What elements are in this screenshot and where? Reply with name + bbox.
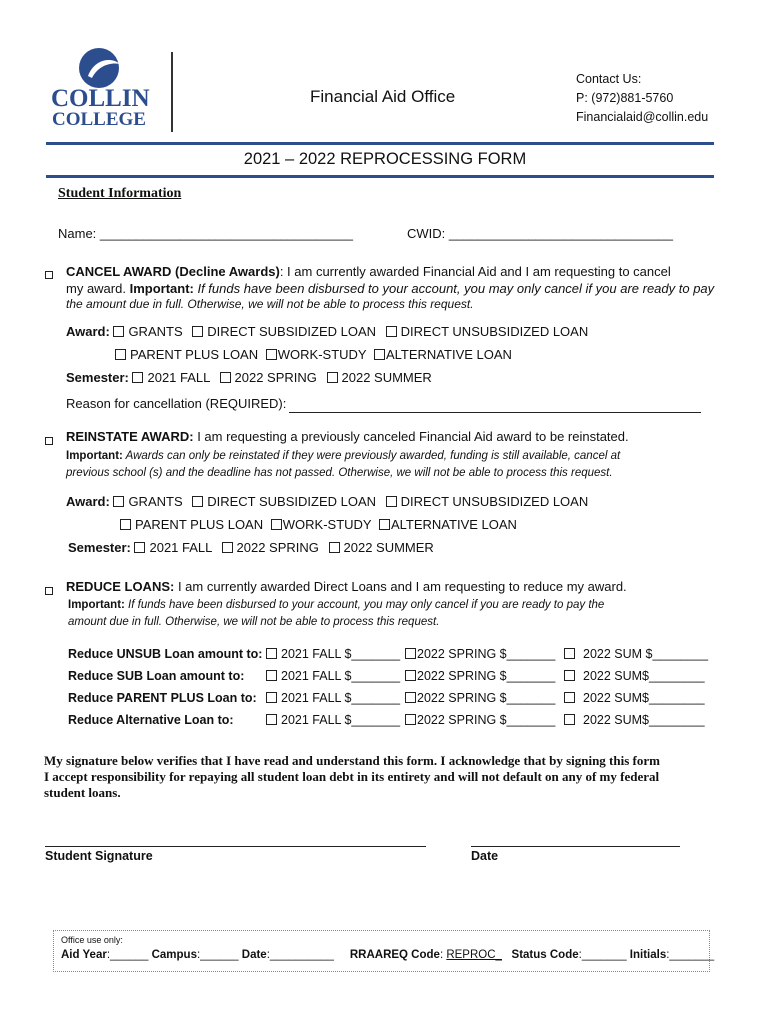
rraareq-label: RRAAREQ Code xyxy=(349,949,440,961)
office-use-row: Aid Year:______ Campus:______ Date:__________ RRAAREQ Code: REPROC_ Status Code:_______ Initials:_______ xyxy=(61,949,715,961)
reinstate-parent-label: PARENT PLUS LOAN xyxy=(135,517,264,532)
cancel-award-checkbox[interactable] xyxy=(45,268,53,282)
status-code-blank[interactable]: :_______ xyxy=(578,949,627,961)
cancel-award-text: : I am currently awarded Financial Aid and I am requesting to cancel xyxy=(279,264,671,279)
reduce-row-sum[interactable]: 2022 SUM$________ xyxy=(564,669,705,683)
form-title: 2021 – 2022 REPROCESSING FORM xyxy=(243,150,527,168)
reduce-loans-checkbox[interactable] xyxy=(45,584,53,598)
office-date-label: Date xyxy=(241,949,267,961)
date-line[interactable] xyxy=(471,846,680,847)
reinstate-award-checkbox[interactable] xyxy=(45,434,53,448)
reduce-row-sum[interactable]: 2022 SUM$________ xyxy=(564,713,705,727)
student-info-heading: Student Information xyxy=(58,186,182,201)
reinstate-line2 xyxy=(66,450,620,462)
reduce-line2-text: If funds have been disbursed to your account, you may only cancel if you are ready to pay the xyxy=(124,599,605,611)
rraareq-value: REPROC_ xyxy=(446,949,502,961)
reinstate-line2-text: Awards can only be reinstated if they were previously awarded, funding is still available, cancel at xyxy=(122,450,621,462)
cancel-award-title: CANCEL AWARD (Decline Awards) xyxy=(66,264,280,279)
reduce-row-label: Reduce UNSUB Loan amount to: xyxy=(68,647,263,661)
reduce-title: REDUCE LOANS: xyxy=(66,579,175,594)
cancel-award-line3: the amount due in full. Otherwise, we will not be able to process this request. xyxy=(66,297,474,311)
reinstate-semester-row xyxy=(68,540,434,555)
cancel-fall-label: 2021 FALL xyxy=(147,370,210,385)
reinstate-alt-checkbox[interactable] xyxy=(379,519,390,530)
reduce-row-spring[interactable]: 2022 SPRING $_______ xyxy=(405,669,555,683)
reinstate-alt-label: ALTERNATIVE LOAN xyxy=(390,517,517,532)
aid-year-label: Aid Year xyxy=(61,949,107,961)
aid-year-blank[interactable]: :______ xyxy=(106,949,149,961)
cancel-grants-checkbox[interactable] xyxy=(113,326,124,337)
name-label: Name: xyxy=(58,226,100,241)
cancel-award-row2 xyxy=(115,347,512,362)
reinstate-spring-label: 2022 SPRING xyxy=(236,540,319,555)
reduce-row-label: Reduce PARENT PLUS Loan to: xyxy=(68,691,257,705)
cancel-line2-italic: If funds have been disbursed to your account, you may only cancel if you are ready to pay xyxy=(193,281,715,296)
reduce-row-label: Reduce SUB Loan amount to: xyxy=(68,669,245,683)
college-logo xyxy=(48,46,153,128)
contact-email[interactable]: Financialaid@collin.edu xyxy=(576,110,709,124)
reinstate-summer-checkbox[interactable] xyxy=(329,542,340,553)
reinstate-summer-label: 2022 SUMMER xyxy=(343,540,434,555)
name-blank-tail: ___ xyxy=(331,226,353,241)
cancel-parent-checkbox[interactable] xyxy=(115,349,126,360)
reinstate-ws-label: WORK-STUDY xyxy=(282,517,372,532)
cancel-ws-checkbox[interactable] xyxy=(266,349,277,360)
name-field[interactable] xyxy=(58,226,353,241)
title-bar-bottom xyxy=(46,175,714,178)
reinstate-semester-label: Semester: xyxy=(68,540,135,555)
reduce-line2 xyxy=(68,599,604,611)
reinstate-line1 xyxy=(66,429,629,444)
agreement-line: I accept responsibility for repaying all student loan debt in its entirety and will not default on any of my federal xyxy=(44,769,660,784)
reinstate-award-row xyxy=(66,494,588,509)
reinstate-fall-checkbox[interactable] xyxy=(134,542,145,553)
name-blank[interactable]: ________________________________ xyxy=(99,226,332,241)
cancel-award-row xyxy=(66,324,588,339)
cancel-unsub-checkbox[interactable] xyxy=(386,326,397,337)
date-label: Date xyxy=(471,849,499,863)
cancel-sub-label: DIRECT SUBSIDIZED LOAN xyxy=(207,324,377,339)
cancel-ws-label: WORK-STUDY xyxy=(277,347,367,362)
title-bar-top xyxy=(46,142,714,145)
agreement-line: My signature below verifies that I have read and understand this form. I acknowledge that by signing this form xyxy=(44,753,660,768)
cancel-semester-label: Semester: xyxy=(66,370,133,385)
cancel-award-line1 xyxy=(66,264,671,279)
cwid-label: CWID: xyxy=(407,226,449,241)
cwid-blank[interactable]: _______________________________ xyxy=(448,226,674,241)
reduce-line3: amount due in full. Otherwise, we will not be able to process this request. xyxy=(68,616,440,628)
campus-blank[interactable]: :______ xyxy=(196,949,239,961)
reinstate-text: I am requesting a previously canceled Financial Aid award to be reinstated. xyxy=(193,429,629,444)
contact-phone: P: (972)881-5760 xyxy=(576,91,674,105)
status-code-label: Status Code xyxy=(511,949,579,961)
cancel-award-line2 xyxy=(66,281,714,296)
reinstate-award-row2 xyxy=(120,517,517,532)
reduce-row-spring[interactable]: 2022 SPRING $_______ xyxy=(405,691,555,705)
reinstate-spring-checkbox[interactable] xyxy=(222,542,233,553)
reduce-row-sum[interactable]: 2022 SUM $________ xyxy=(564,647,708,661)
agreement-line: student loans. xyxy=(44,785,121,800)
reinstate-parent-checkbox[interactable] xyxy=(120,519,131,530)
office-date-blank[interactable]: :__________ xyxy=(266,949,334,961)
reinstate-sub-checkbox[interactable] xyxy=(192,496,203,507)
campus-label: Campus xyxy=(151,949,197,961)
cancel-alt-checkbox[interactable] xyxy=(374,349,385,360)
cancel-semester-row xyxy=(66,370,432,385)
cancel-fall-checkbox[interactable] xyxy=(132,372,143,383)
reduce-line1 xyxy=(66,579,627,594)
reduce-row-sum[interactable]: 2022 SUM$________ xyxy=(564,691,705,705)
reduce-text: I am currently awarded Direct Loans and I am requesting to reduce my award. xyxy=(174,579,627,594)
reason-label: Reason for cancellation (REQUIRED): xyxy=(66,396,287,411)
student-signature-line[interactable] xyxy=(45,846,426,847)
reinstate-title: REINSTATE AWARD: xyxy=(66,429,194,444)
reduce-row-fall[interactable]: 2021 FALL $_______ xyxy=(266,647,400,661)
cancel-parent-label: PARENT PLUS LOAN xyxy=(130,347,259,362)
logo-text-collin: COLLIN xyxy=(51,85,150,112)
logo-text-college: COLLEGE xyxy=(52,109,146,128)
cancel-award-label: Award: xyxy=(66,324,114,339)
student-signature-label: Student Signature xyxy=(45,849,153,863)
cancel-unsub-label: DIRECT UNSUBSIDIZED LOAN xyxy=(400,324,589,339)
contact-title: Contact Us: xyxy=(576,72,642,86)
initials-label: Initials xyxy=(629,949,667,961)
cancel-grants-label: GRANTS xyxy=(128,324,183,339)
reinstate-grants-label: GRANTS xyxy=(128,494,183,509)
cwid-field[interactable] xyxy=(407,226,673,241)
office-use-label: Office use only: xyxy=(61,935,123,945)
reduce-row-label: Reduce Alternative Loan to: xyxy=(68,713,234,727)
cancel-spring-label: 2022 SPRING xyxy=(234,370,317,385)
contact-block xyxy=(576,70,708,127)
reduce-important: Important: xyxy=(68,599,125,611)
reinstate-grants-checkbox[interactable] xyxy=(113,496,124,507)
cancel-summer-label: 2022 SUMMER xyxy=(341,370,432,385)
reduce-row-spring[interactable]: 2022 SPRING $_______ xyxy=(405,713,555,727)
reinstate-ws-checkbox[interactable] xyxy=(271,519,282,530)
cancel-line2-text: my award. xyxy=(66,281,130,296)
cancel-summer-checkbox[interactable] xyxy=(327,372,338,383)
reinstate-line3: previous school (s) and the deadline has not passed. Otherwise, we will not be able to process this request. xyxy=(66,467,613,479)
reduce-row-fall[interactable]: 2021 FALL $_______ xyxy=(266,691,400,705)
cancel-sub-checkbox[interactable] xyxy=(192,326,203,337)
reinstate-fall-label: 2021 FALL xyxy=(149,540,212,555)
reinstate-sub-label: DIRECT SUBSIDIZED LOAN xyxy=(207,494,377,509)
cancel-spring-checkbox[interactable] xyxy=(220,372,231,383)
reduce-row-fall[interactable]: 2021 FALL $_______ xyxy=(266,669,400,683)
reduce-row-spring[interactable]: 2022 SPRING $_______ xyxy=(405,647,555,661)
reinstate-important: Important: xyxy=(66,450,123,462)
initials-blank[interactable]: :_______ xyxy=(666,949,715,961)
cancel-important: Important: xyxy=(129,281,194,296)
reduce-row-fall[interactable]: 2021 FALL $_______ xyxy=(266,713,400,727)
header-divider xyxy=(171,52,173,132)
agreement-text xyxy=(44,753,660,801)
reinstate-unsub-checkbox[interactable] xyxy=(386,496,397,507)
office-name: Financial Aid Office xyxy=(310,87,456,106)
cancel-alt-label: ALTERNATIVE LOAN xyxy=(385,347,512,362)
reinstate-award-label: Award: xyxy=(66,494,114,509)
reason-input-line[interactable] xyxy=(289,412,701,413)
reinstate-unsub-label: DIRECT UNSUBSIDIZED LOAN xyxy=(400,494,589,509)
